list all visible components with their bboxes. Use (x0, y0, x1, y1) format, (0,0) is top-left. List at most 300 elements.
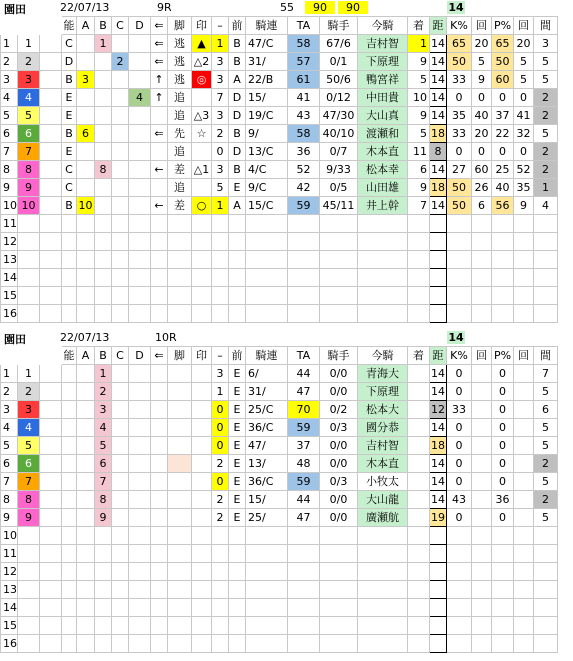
running-style: 先 (168, 125, 192, 143)
empty-cell (168, 527, 192, 545)
empty-cell (40, 251, 62, 269)
empty-cell (358, 305, 408, 323)
current-jockey: 大山龍 (358, 491, 408, 509)
empty-cell (320, 215, 358, 233)
p-count: 9 (514, 197, 534, 215)
empty-cell (112, 269, 129, 287)
empty-cell (358, 617, 408, 635)
col-a (77, 491, 95, 509)
prev-grade: B (229, 35, 246, 53)
spacer (40, 143, 62, 161)
empty-cell (514, 617, 534, 635)
empty-cell (472, 581, 492, 599)
col-header: 間 (534, 17, 558, 35)
col-header: – (212, 347, 229, 365)
empty-cell (408, 599, 430, 617)
empty-row (1, 233, 558, 251)
empty-cell (492, 305, 514, 323)
arrow: ↑ (151, 89, 168, 107)
empty-cell (112, 563, 129, 581)
jockey-combo: 9/ (246, 125, 288, 143)
distance: 14 (430, 455, 447, 473)
empty-cell (514, 527, 534, 545)
prediction-mark: ◎ (192, 71, 212, 89)
arrow: ⇐ (151, 35, 168, 53)
empty-cell (408, 635, 430, 653)
col-b: 1 (95, 35, 112, 53)
empty-cell (288, 287, 320, 305)
ability-grade (62, 383, 77, 401)
empty-cell (95, 215, 112, 233)
finish: 9 (408, 179, 430, 197)
empty-row (1, 545, 558, 563)
empty-cell (320, 287, 358, 305)
empty-cell (320, 617, 358, 635)
header-blank (1, 347, 18, 365)
col-b: 7 (95, 473, 112, 491)
k-count: 0 (472, 89, 492, 107)
row-number: 13 (1, 581, 18, 599)
empty-cell (514, 287, 534, 305)
arrow: ← (151, 161, 168, 179)
header-row (1, 347, 558, 365)
empty-cell (320, 233, 358, 251)
empty-cell (18, 215, 40, 233)
current-jockey: 松本大 (358, 401, 408, 419)
empty-cell (129, 581, 151, 599)
jockey-combo: 36/C (246, 419, 288, 437)
col-dash: 3 (212, 107, 229, 125)
p-percent: 0 (492, 437, 514, 455)
empty-cell (288, 305, 320, 323)
empty-cell (447, 251, 472, 269)
interval: 7 (534, 365, 558, 383)
header-row (1, 17, 558, 35)
col-c (112, 161, 129, 179)
empty-cell (492, 617, 514, 635)
arrow (151, 143, 168, 161)
col-header: ⇐ (151, 347, 168, 365)
empty-cell (192, 599, 212, 617)
col-a (77, 161, 95, 179)
col-dash: 5 (212, 179, 229, 197)
jockey-record: 45/11 (320, 197, 358, 215)
waku-number: 5 (18, 437, 40, 455)
empty-cell (95, 563, 112, 581)
empty-row (1, 287, 558, 305)
empty-cell (95, 545, 112, 563)
top-value-2: 90 (305, 1, 335, 14)
interval: 4 (534, 197, 558, 215)
arrow: ← (151, 197, 168, 215)
distance: 18 (430, 179, 447, 197)
running-style: 逃 (168, 53, 192, 71)
row-number: 15 (1, 617, 18, 635)
p-percent: 0 (492, 473, 514, 491)
empty-cell (95, 599, 112, 617)
empty-cell (77, 581, 95, 599)
empty-row (1, 635, 558, 653)
empty-cell (129, 215, 151, 233)
empty-cell (320, 545, 358, 563)
ability-grade (62, 473, 77, 491)
col-c (112, 455, 129, 473)
running-style: 追 (168, 179, 192, 197)
empty-cell (514, 581, 534, 599)
empty-cell (77, 635, 95, 653)
col-header: 回 (514, 17, 534, 35)
empty-cell (212, 305, 229, 323)
p-percent: 25 (492, 161, 514, 179)
empty-cell (288, 233, 320, 251)
p-count (514, 383, 534, 401)
empty-cell (168, 233, 192, 251)
horse-row (1, 509, 558, 527)
empty-cell (246, 305, 288, 323)
empty-cell (151, 581, 168, 599)
waku-number: 9 (18, 179, 40, 197)
empty-cell (62, 305, 77, 323)
col-c (112, 35, 129, 53)
spacer (40, 455, 62, 473)
ability-grade: C (62, 179, 77, 197)
empty-cell (95, 305, 112, 323)
running-style: 追 (168, 89, 192, 107)
col-header: 脚 (168, 347, 192, 365)
ability-grade: E (62, 89, 77, 107)
empty-cell (168, 269, 192, 287)
interval: 2 (534, 455, 558, 473)
spacer (40, 71, 62, 89)
empty-cell (246, 563, 288, 581)
ta-value: 58 (288, 125, 320, 143)
empty-cell (430, 287, 447, 305)
empty-row (1, 251, 558, 269)
p-percent: 0 (492, 401, 514, 419)
empty-cell (358, 563, 408, 581)
prev-grade: E (229, 419, 246, 437)
empty-row (1, 305, 558, 323)
col-dash: 2 (212, 125, 229, 143)
empty-cell (112, 635, 129, 653)
p-count (514, 455, 534, 473)
col-header: 能 (62, 17, 77, 35)
ta-value: 41 (288, 89, 320, 107)
distance: 14 (430, 89, 447, 107)
empty-cell (18, 563, 40, 581)
empty-cell (472, 305, 492, 323)
empty-cell (246, 635, 288, 653)
prediction-mark: △2 (192, 53, 212, 71)
empty-cell (129, 617, 151, 635)
prev-grade: E (229, 473, 246, 491)
k-count: 20 (472, 125, 492, 143)
empty-cell (447, 269, 472, 287)
p-count (514, 401, 534, 419)
empty-cell (62, 545, 77, 563)
empty-cell (40, 635, 62, 653)
empty-cell (246, 269, 288, 287)
col-b (95, 179, 112, 197)
empty-cell (168, 545, 192, 563)
col-header: 着 (408, 17, 430, 35)
arrow (151, 437, 168, 455)
k-percent: 0 (447, 89, 472, 107)
distance: 19 (430, 509, 447, 527)
ta-value: 48 (288, 455, 320, 473)
empty-cell (129, 599, 151, 617)
col-b: 8 (95, 491, 112, 509)
p-percent: 0 (492, 143, 514, 161)
row-number: 2 (1, 383, 18, 401)
jockey-combo: 15/ (246, 491, 288, 509)
empty-cell (95, 635, 112, 653)
header-blank (40, 17, 62, 35)
ta-value: 59 (288, 473, 320, 491)
waku-number: 6 (18, 455, 40, 473)
k-count: 40 (472, 107, 492, 125)
col-a (77, 143, 95, 161)
empty-cell (212, 527, 229, 545)
col-dash: 0 (212, 401, 229, 419)
empty-cell (112, 287, 129, 305)
empty-cell (168, 581, 192, 599)
p-count (514, 365, 534, 383)
k-count: 0 (472, 143, 492, 161)
waku-number: 2 (18, 53, 40, 71)
p-percent: 22 (492, 125, 514, 143)
running-style: 差 (168, 197, 192, 215)
col-header: 騎手 (320, 347, 358, 365)
empty-cell (288, 563, 320, 581)
empty-cell (18, 287, 40, 305)
col-c (112, 365, 129, 383)
ta-value: 58 (288, 35, 320, 53)
empty-cell (358, 635, 408, 653)
row-number: 9 (1, 509, 18, 527)
empty-cell (430, 563, 447, 581)
running-style: 逃 (168, 35, 192, 53)
empty-cell (129, 545, 151, 563)
p-percent: 56 (492, 197, 514, 215)
empty-cell (246, 617, 288, 635)
col-d (129, 107, 151, 125)
empty-cell (168, 215, 192, 233)
finish: 1 (408, 35, 430, 53)
ta-value: 61 (288, 71, 320, 89)
horse-row (1, 455, 558, 473)
empty-cell (534, 545, 558, 563)
k-percent: 0 (447, 473, 472, 491)
current-jockey: 山田雄 (358, 179, 408, 197)
row-number: 7 (1, 473, 18, 491)
finish (408, 455, 430, 473)
row-number: 8 (1, 491, 18, 509)
col-header: 間 (534, 347, 558, 365)
waku-number: 3 (18, 71, 40, 89)
ta-value: 36 (288, 143, 320, 161)
ability-grade: B (62, 125, 77, 143)
interval: 2 (534, 491, 558, 509)
col-header: 騎連 (246, 17, 288, 35)
row-number: 5 (1, 107, 18, 125)
empty-cell (151, 251, 168, 269)
p-percent: 0 (492, 509, 514, 527)
spacer (40, 53, 62, 71)
col-header: A (77, 347, 95, 365)
empty-cell (95, 287, 112, 305)
p-count: 35 (514, 179, 534, 197)
jockey-combo: 13/ (246, 455, 288, 473)
spacer (40, 509, 62, 527)
prediction-mark: △1 (192, 161, 212, 179)
col-dash: 3 (212, 71, 229, 89)
row-number: 12 (1, 233, 18, 251)
prev-grade: E (229, 437, 246, 455)
col-b: 6 (95, 455, 112, 473)
k-percent: 43 (447, 491, 472, 509)
current-jockey: 小牧太 (358, 473, 408, 491)
current-jockey: 廣瀬航 (358, 509, 408, 527)
ta-value: 70 (288, 401, 320, 419)
waku-number: 10 (18, 197, 40, 215)
empty-cell (168, 287, 192, 305)
empty-cell (62, 215, 77, 233)
empty-cell (534, 581, 558, 599)
p-percent: 0 (492, 383, 514, 401)
empty-cell (534, 599, 558, 617)
col-c: 2 (112, 53, 129, 71)
empty-cell (192, 563, 212, 581)
empty-cell (229, 233, 246, 251)
empty-cell (212, 563, 229, 581)
col-a: 10 (77, 197, 95, 215)
p-count: 0 (514, 89, 534, 107)
col-c (112, 473, 129, 491)
current-jockey: 下原理 (358, 53, 408, 71)
empty-cell (151, 599, 168, 617)
k-count (472, 509, 492, 527)
ability-grade: D (62, 53, 77, 71)
empty-cell (358, 545, 408, 563)
jockey-record: 50/6 (320, 71, 358, 89)
empty-cell (212, 581, 229, 599)
col-a (77, 179, 95, 197)
col-header: 前 (229, 347, 246, 365)
empty-cell (534, 269, 558, 287)
col-d (129, 401, 151, 419)
empty-cell (95, 617, 112, 635)
jockey-combo: 13/C (246, 143, 288, 161)
empty-cell (447, 581, 472, 599)
col-c (112, 179, 129, 197)
col-header: ⇐ (151, 17, 168, 35)
k-percent: 27 (447, 161, 472, 179)
row-number: 4 (1, 419, 18, 437)
empty-cell (112, 617, 129, 635)
prediction-mark (192, 383, 212, 401)
empty-cell (168, 635, 192, 653)
k-count (472, 473, 492, 491)
interval: 5 (534, 509, 558, 527)
k-percent: 33 (447, 401, 472, 419)
ta-value: 59 (288, 419, 320, 437)
empty-cell (192, 527, 212, 545)
col-c (112, 197, 129, 215)
distance: 14 (430, 491, 447, 509)
current-jockey: 鴨宮祥 (358, 71, 408, 89)
interval: 5 (534, 473, 558, 491)
empty-cell (472, 545, 492, 563)
spacer (40, 419, 62, 437)
running-style (168, 401, 192, 419)
spacer (40, 383, 62, 401)
empty-cell (408, 305, 430, 323)
empty-cell (192, 269, 212, 287)
jockey-combo: 47/C (246, 35, 288, 53)
finish: 9 (408, 107, 430, 125)
p-count (514, 473, 534, 491)
col-header: 能 (62, 347, 77, 365)
running-style (168, 473, 192, 491)
p-count (514, 509, 534, 527)
col-header: D (129, 347, 151, 365)
col-d (129, 161, 151, 179)
empty-cell (18, 545, 40, 563)
col-d (129, 125, 151, 143)
interval: 5 (534, 419, 558, 437)
arrow (151, 179, 168, 197)
col-header: P% (492, 347, 514, 365)
jockey-combo: 25/C (246, 401, 288, 419)
horse-row (1, 419, 558, 437)
empty-cell (77, 527, 95, 545)
k-percent: 35 (447, 107, 472, 125)
empty-cell (151, 563, 168, 581)
col-header: K% (447, 347, 472, 365)
empty-cell (472, 617, 492, 635)
empty-cell (320, 305, 358, 323)
horse-row (1, 401, 558, 419)
spacer (40, 437, 62, 455)
empty-cell (18, 269, 40, 287)
race-table (0, 16, 558, 323)
empty-cell (212, 617, 229, 635)
col-header: 今騎 (358, 347, 408, 365)
k-count (472, 419, 492, 437)
horse-row (1, 197, 558, 215)
empty-cell (430, 635, 447, 653)
empty-cell (320, 527, 358, 545)
col-b: 9 (95, 509, 112, 527)
k-count: 60 (472, 161, 492, 179)
current-jockey: 吉村智 (358, 437, 408, 455)
finish: 9 (408, 53, 430, 71)
current-jockey: 中田貴 (358, 89, 408, 107)
empty-cell (77, 233, 95, 251)
col-c (112, 437, 129, 455)
p-count: 5 (514, 53, 534, 71)
empty-cell (514, 563, 534, 581)
row-number: 12 (1, 563, 18, 581)
horse-row (1, 365, 558, 383)
empty-cell (358, 527, 408, 545)
empty-cell (77, 545, 95, 563)
prediction-mark (192, 491, 212, 509)
col-d: 4 (129, 89, 151, 107)
distance: 14 (430, 365, 447, 383)
jockey-combo: 19/C (246, 107, 288, 125)
